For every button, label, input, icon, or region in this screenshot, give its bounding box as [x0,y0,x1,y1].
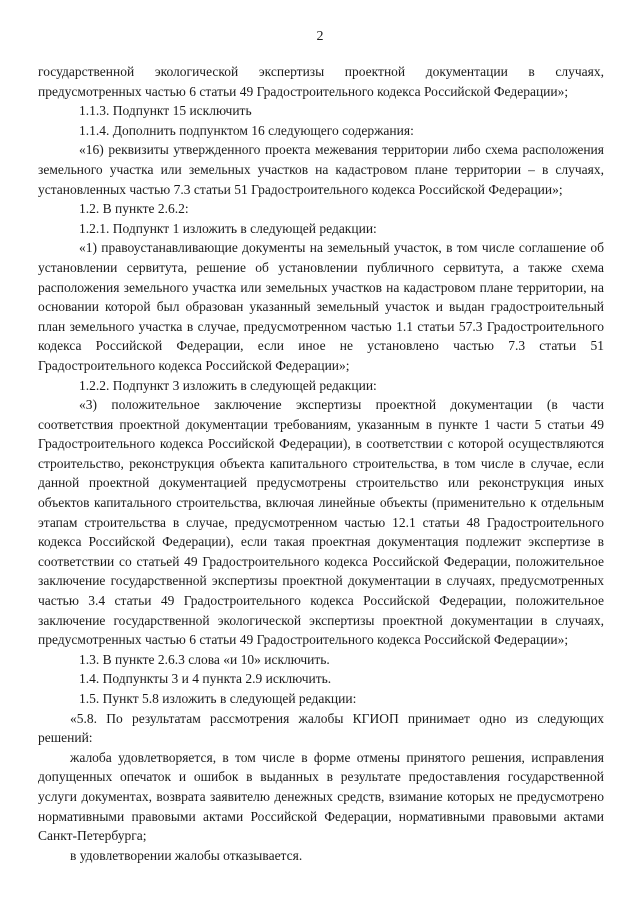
paragraph: 1.1.3. Подпункт 15 исключить [79,103,252,119]
paragraph: 1.4. Подпункты 3 и 4 пункта 2.9 исключить. [79,671,332,687]
paragraph: в удовлетворении жалобы отказывается. [70,847,303,863]
paragraph: 1.3. В пункте 2.6.3 слова «и 10» исключить. [79,651,330,667]
paragraph: «5.8. По результатам рассмотрения жалобы КГИОП принимает одно из следующих решений: [38,710,604,746]
paragraph: 1.2. В пункте 2.6.2: [79,201,189,217]
paragraph: жалоба удовлетворяется, в том числе в форме отмены принятого решения, исправления допущенных опечаток и ошибок в выданных в результате предоставления государственной услуги документах, возврата заявителю денежных средств, взимание которых не предусмотрено нормативными правовыми актами Российской Федерации, нормативными правовыми актами Санкт-Петербурга; [38,749,604,844]
paragraph: 1.5. Пункт 5.8 изложить в следующей редакции: [79,691,357,706]
paragraph: 1.2.1. Подпункт 1 изложить в следующей редакции: [79,220,377,236]
document-body [38,62,604,865]
page-number: 2 [316,29,324,44]
paragraph: 1.2.2. Подпункт 3 изложить в следующей редакции: [79,377,377,393]
paragraph: 1.1.4. Дополнить подпунктом 16 следующего содержания: [79,122,414,138]
paragraph: государственной экологической экспертизы проектной документации в случаях, предусмотренных частью 6 статьи 49 Градостроительного кодекса Российской Федерации»; [38,64,604,99]
paragraph: «1) правоустанавливающие документы на земельный участок, в том числе соглашение об установлении сервитута, решение об установлении публичного сервитута, а также схема расположения земельного участка или земельных участков на кадастровом плане территории, на основании которой был образован указанный земельный участок и выдан градостроительный план земельного участка в случае, предусмотренном частью 1.1 статьи 57.3 Градостроительного кодекса Российской Федерации, если иное не установлено частью 7.3 статьи 51 Градостроительного кодекса Российской Федерации»; [38,240,604,373]
paragraph: «16) реквизиты утвержденного проекта межевания территории либо схема расположения земельного участка или земельных участков на кадастровом плане территории – в случаях, установленных частью 7.3 статьи 51 Градостроительного кодекса Российской Федерации»; [38,142,604,197]
paragraph: «3) положительное заключение экспертизы проектной документации (в части соответствия проектной документации требованиям, указанным в пункте 1 части 5 статьи 49 Градостроительного кодекса Российской Федерации), в соответствии с которой осуществляются строительство, реконструкция объекта капитального строительства, в том числе в случае, если данной проектной документацией предусмотрены строительство или реконструкция иных объектов капитального строительства, включая линейные объекты (применительно к отдельным этапам строительства в случае, предусмотренном частью 12.1 статьи 48 Градостроительного кодекса Российской Федерации), если такая проектная документация подлежит экспертизе в соответствии со статьей 49 Градостроительного кодекса Российской Федерации, положительное заключение государственной экспертизы проектной документации в случаях, предусмотренных частью 3.4 статьи 49 Градостроительного кодекса Российской Федерации, положительное заключение государственной экологической экспертизы проектной документации в случаях, предусмотренных частью 6 статьи 49 Градостроительного кодекса Российской Федерации»; [38,397,604,648]
